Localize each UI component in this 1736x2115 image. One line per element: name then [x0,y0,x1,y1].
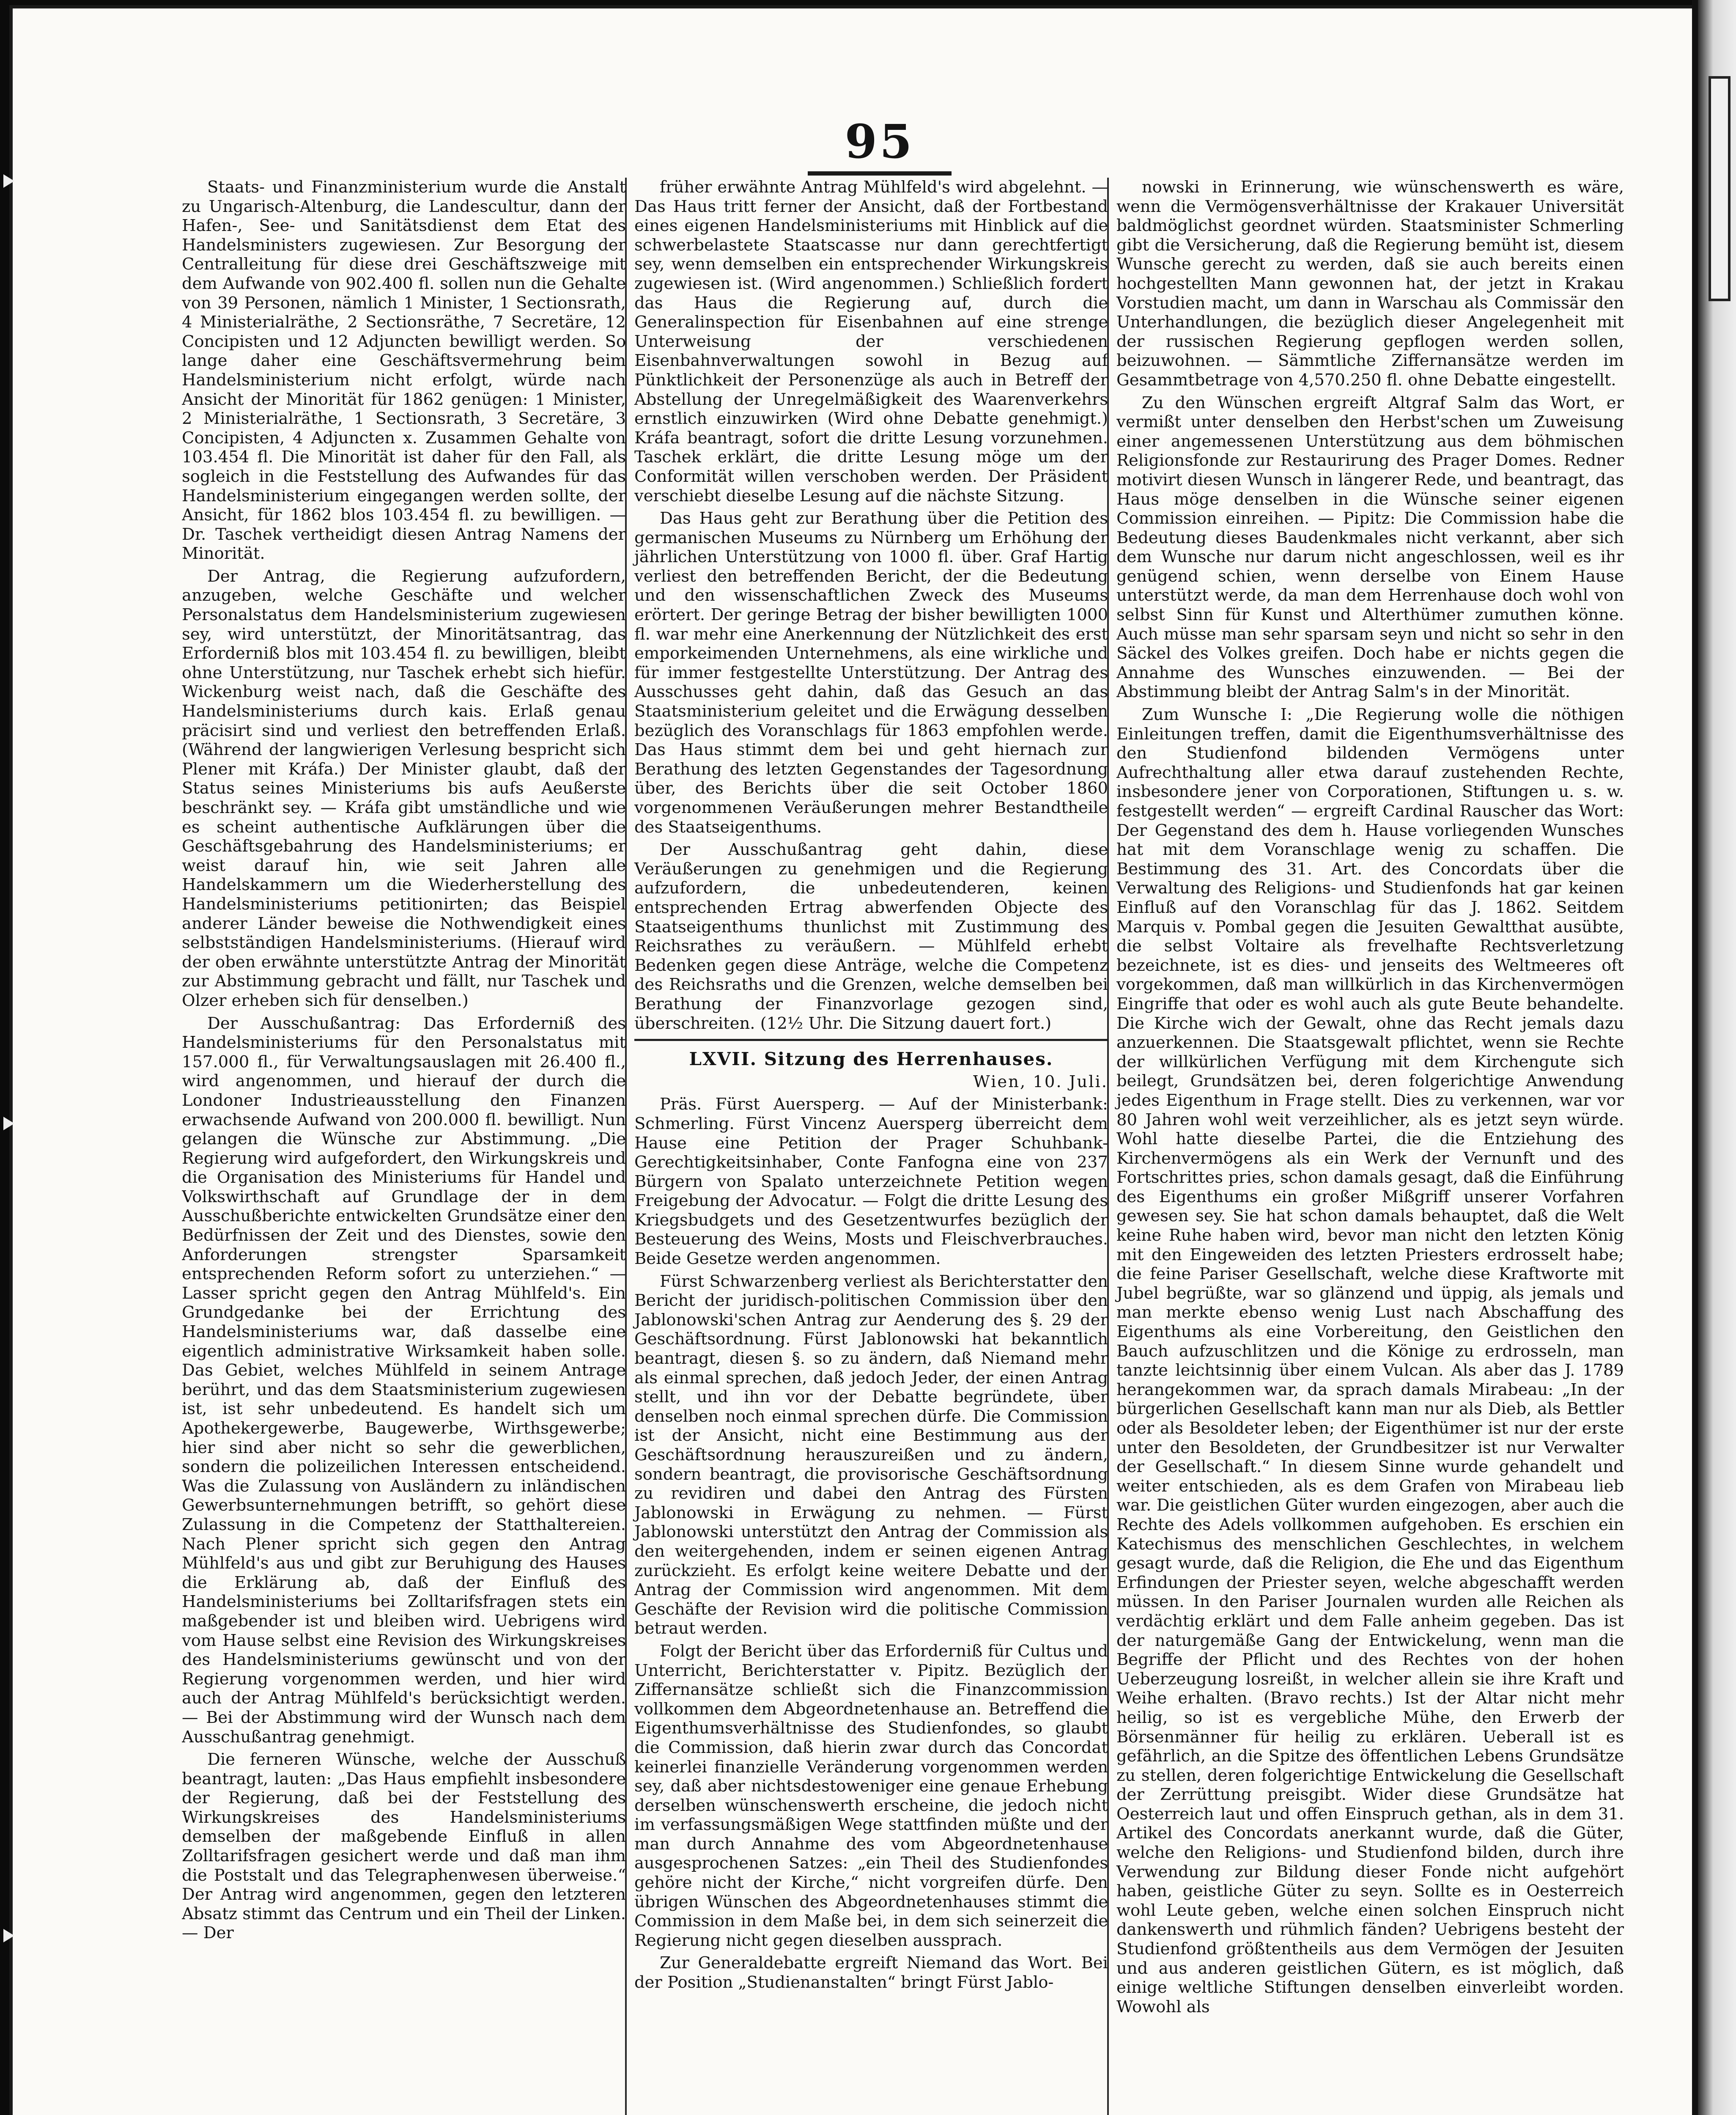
paragraph: früher erwähnte Antrag Mühlfeld's wird abgelehnt. — Das Haus tritt ferner der Ansicht, daß der Fortbestand eines eigenen Handelsministeriums mit Hinblick auf die schwerbelastete Staatscasse nur dann gerechtfertigt sey, wenn demselben ein entsprechender Wirkungskreis zugewiesen ist. (Wird angenommen.) Schließlich fordert das Haus die Regierung auf, durch die Generalinspection für Eisenbahnen auf eine strenge Unterweisung der verschiedenen Eisenbahnverwaltungen sowohl in Bezug auf Pünktlichkeit der Personenzüge als auch in Betreff der Abstellung der Unregelmäßigkeit des Waarenverkehrs ernstlich einzuwirken (Wird ohne Debatte genehmigt.) Kráfa beantragt, sofort die dritte Lesung vorzunehmen. Taschek erklärt, die dritte Lesung möge um der Conformität willen verschoben werden. Der Präsident verschiebt dieselbe Lesung auf die nächste Sitzung. [634,178,1108,505]
paragraph: Der Antrag, die Regierung aufzufordern, anzugeben, welche Geschäfte und welcher Personalstatus dem Handelsministerium zugewiesen sey, wird unterstützt, der Minoritätsantrag, das Erforderniß blos mit 103.454 fl. zu bewilligen, bleibt ohne Unterstützung, nur Taschek erhebt sich hiefür. Wickenburg weist nach, daß die Geschäfte des Handelsministeriums durch kais. Erlaß genau präcisirt sind und verliest den betreffenden Erlaß. (Während der langwierigen Verlesung bespricht sich Plener mit Kráfa.) Der Minister glaubt, daß der Status seines Ministeriums bis aufs Aeußerste beschränkt sey. — Kráfa gibt umständliche und wie es scheint authentische Aufklärungen über die Geschäftsgebahrung des Handelsministeriums; er weist darauf hin, wie seit Jahren alle Handelskammern um die Wiederherstellung des Handelsministeriums petitionirten; das Beispiel anderer Länder beweise die Nothwendigkeit eines selbstständigen Handelsministeriums. (Hierauf wird der oben erwähnte unterstützte Antrag der Minorität zur Abstimmung gebracht und fällt, nur Taschek und Olzer erheben sich für denselben.) [182,566,626,1010]
paragraph: Fürst Schwarzenberg verliest als Berichterstatter den Bericht der juridisch-politischen Commission über den Jablonowski'schen Antrag zur Aenderung des §. 29 der Geschäftsordnung. Fürst Jablonowski hat bekanntlich beantragt, diesen §. so zu ändern, daß Niemand mehr als einmal sprechen, daß jedoch Jeder, der einen Antrag stellt, und ihn vor der Debatte begründete, über denselben noch einmal sprechen dürfe. Die Commission ist der Ansicht, nicht eine Bestimmung aus der Geschäftsordnung herauszureißen und zu ändern, sondern beantragt, die provisorische Geschäftsordnung zu revidiren und dabei den Antrag des Fürsten Jablonowski in Erwägung zu nehmen. — Fürst Jablonowski unterstützt den Antrag der Commission als den weitergehenden, indem er seinen eigenen Antrag zurückzieht. Es erfolgt keine weitere Debatte und der Antrag der Commission wird angenommen. Mit dem Geschäfte der Revision wird die politische Commission betraut werden. [634,1272,1108,1638]
paragraph: Folgt der Bericht über das Erforderniß für Cultus und Unterricht, Berichterstatter v. Pipitz. Bezüglich der Ziffernansätze schließt sich die Finanzcommission vollkommen dem Abgeordnetenhause an. Betreffend die Eigenthumsverhältnisse des Studienfondes, so glaubt die Commission, daß hierin zwar durch das Concordat keinerlei finanzielle Veränderung vorgenommen werden sey, daß aber nichtsdestoweniger eine genaue Erhebung derselben wünschenswerth erscheine, die jedoch nicht im verfassungsmäßigen Wege stattfinden müßte und der man durch Annahme des vom Abgeordnetenhause ausgesprochenen Satzes: „ein Theil des Studienfondes gehöre nicht der Kirche,“ nicht vorgreifen dürfe. Den übrigen Wünschen des Abgeordnetenhauses stimmt die Commission in dem Maße bei, in dem sich seinerzeit die Regierung nicht gegen dieselben aussprach. [634,1641,1108,1950]
page-number-rule [808,171,952,176]
paragraph: nowski in Erinnerung, wie wünschenswerth es wäre, wenn die Vermögensverhältnisse der Krakauer Universität baldmöglichst geordnet würden. Staatsminister Schmerling gibt die Versicherung, daß die Regierung bemüht ist, diesem Wunsche gerecht zu werden, daß sie auch bereits einen hochgestellten Mann gewonnen hat, der jetzt in Krakau Vorstudien macht, um dann in Warschau als Commissär den Unterhandlungen, die bezüglich dieser Angelegenheit mit der russischen Regierung gepflogen werden sollen, beizuwohnen. — Sämmtliche Ziffernansätze werden im Gesammtbetrage von 4,570.250 fl. ohne Debatte eingestellt. [1116,178,1624,390]
scan-edge-strip [1692,0,1736,2115]
section-rule [634,1039,1108,1041]
paragraph: Der Ausschußantrag geht dahin, diese Veräußerungen zu genehmigen und die Regierung aufzufordern, die unbedeutenderen, keinen entsprechenden Ertrag abwerfenden Objecte des Staatseigenthums thunlichst mit Zustimmung des Reichsrathes zu veräußern. — Mühlfeld erhebt Bedenken gegen diese Anträge, welche die Competenz des Reichsraths und die Grenzen, welche demselben bei Berathung der Finanzvorlage gezogen sind, überschreiten. (12½ Uhr. Die Sitzung dauert fort.) [634,840,1108,1033]
margin-arrow-icon [3,1117,14,1130]
dateline: Wien, 10. Juli. [973,1072,1108,1091]
paragraph: Das Haus geht zur Berathung über die Petition des germanischen Museums zu Nürnberg um Erhöhung der jährlichen Unterstützung von 1000 fl. über. Graf Hartig verliest den betreffenden Bericht, der die Bedeutung und den wissenschaftlichen Zweck des Museums erörtert. Der geringe Betrag der bisher bewilligten 1000 fl. war mehr eine Anerkennung der Nützlichkeit des erst emporkeimenden Unternehmens, als eine wirkliche und für immer festgestellte Unterstützung. Der Antrag des Ausschusses geht dahin, daß das Gesuch an das Staatsministerium geleitet und die Erwägung desselben bezüglich des Voranschlags für 1863 empfohlen werde. Das Haus stimmt dem bei und geht hiernach zur Berathung des letzten Gegenstandes der Tagesordnung über, des Berichts über die seit October 1860 vorgenommenen Veräußerungen mehrer Bestandtheile des Staatseigenthums. [634,509,1108,837]
paragraph: Zur Generaldebatte ergreift Niemand das Wort. Bei der Position „Studienanstalten“ bringt Fürst Jablo- [634,1953,1108,1992]
column-2 [626,178,1108,2115]
section-heading: LXVII. Sitzung des Herrenhauses. [689,1049,1053,1070]
paragraph: Präs. Fürst Auersperg. — Auf der Ministerbank: Schmerling. Fürst Vincenz Auersperg überreicht dem Hause eine Petition der Prager Schuhbank-Gerechtigkeitsinhaber, Conte Fanfogna eine von 237 Bürgern von Spalato unterzeichnete Petition wegen Freigebung der Advocatur. — Folgt die dritte Lesung des Kriegsbudgets und des Gesetzentwurfes bezüglich der Besteuerung des Weins, Mosts und Fleischverbrauches. Beide Gesetze werden angenommen. [634,1095,1108,1269]
page-number: 95 [845,114,915,169]
margin-arrow-icon [3,1929,14,1942]
paragraph: Staats- und Finanzministerium wurde die Anstalt zu Ungarisch-Altenburg, die Landescultur, dann der Hafen-, See- und Sanitätsdienst dem Etat des Handelsministers zugewiesen. Zur Besorgung der Centralleitung für diese drei Geschäftszweige mit dem Aufwande von 902.400 fl. sollen nun die Gehalte von 39 Personen, nämlich 1 Minister, 1 Sectionsrath, 4 Ministerialräthe, 2 Sectionsräthe, 7 Secretäre, 12 Concipisten und 12 Adjuncten bewilligt werden. So lange daher eine Geschäftsvermehrung beim Handelsministerium nicht erfolgt, würde nach Ansicht der Minorität für 1862 genügen: 1 Minister, 2 Ministerialräthe, 1 Sectionsrath, 3 Secretäre, 3 Concipisten, 4 Adjuncten x. Zusammen Gehalte von 103.454 fl. Die Minorität ist daher für den Fall, als sogleich in die Feststellung des Aufwandes für das Handelsministerium eingegangen werden sollte, der Ansicht, für 1862 blos 103.454 fl. zu bewilligen. — Dr. Taschek vertheidigt diesen Antrag Namens der Minorität. [182,178,626,563]
column-3 [1108,178,1624,2115]
paragraph: Die ferneren Wünsche, welche der Ausschuß beantragt, lauten: „Das Haus empfiehlt insbesondere der Regierung, daß bei der Feststellung des Wirkungskreises des Handelsministeriums demselben der maßgebende Einfluß in allen Zolltarifsfragen gesichert werde und daß man ihm die Poststalt und das Telegraphenwesen überweise.“ Der Antrag wird angenommen, gegen den letzteren Absatz stimmt das Centrum und ein Theil der Linken. — Der [182,1750,626,1943]
scan-tab-marker [1709,76,1731,301]
paragraph: Zum Wunsche I: „Die Regierung wolle die nöthigen Einleitungen treffen, damit die Eigenthumsverhältnisse des den Studienfond bildenden Vermögens unter Aufrechthaltung aller etwa darauf zustehenden Rechte, insbesondere jener von Corporationen, Stiftungen u. s. w. festgestellt werden“ — ergreift Cardinal Rauscher das Wort: Der Gegenstand des dem h. Hause vorliegenden Wunsches hat mit dem Voranschlage wenig zu schaffen. Die Bestimmung des 31. Art. des Concordats über die Verwaltung des Religions- und Studienfonds hat gar keinen Einfluß auf den Voranschlag für das J. 1862. Seitdem Marquis v. Pombal gegen die Jesuiten Gewaltthat ausübte, die selbst Voltaire als frevelhafte Rechtsverletzung bezeichnete, ist es dies- und jenseits des Weltmeeres oft vorgekommen, daß man willkürlich in das Kirchenvermögen Eingriffe that oder es wohl auch als gute Beute behandelte. Die Kirche wich der Gewalt, ohne das Recht jemals dazu anzuerkennen. Die Staatsgewalt pflichtet, wenn sie Rechte der willkürlichen Verfügung mit dem Kirchengute sich beilegt, Grundsätzen bei, deren folgerichtige Anwendung jedes Eigenthum in Frage stellt. Dies zu verkennen, war vor 80 Jahren wohl weit verzeihlicher, als es jetzt seyn würde. Wohl hatte dieselbe Partei, die die Entziehung des Kirchenvermögens als ein Werk der Vernunft und des Fortschrittes pries, schon damals gesagt, daß die Einführung des Eigenthums ein großer Mißgriff unserer Vorfahren gewesen sey. Sie hat schon damals behauptet, daß die Welt keine Ruhe haben wird, bevor man nicht den letzten König mit den Eingeweiden des letzten Priesters erdrosselt habe; die feine Pariser Gesellschaft, welche diese Kraftworte mit Jubel begrüßte, war so glänzend und üppig, als jemals und man merkte ebenso wenig Lust nach Abschaffung des Eigenthums als eine Vorbereitung, den Geistlichen den Bauch aufzuschlitzen und die Könige zu erdrosseln, man tanzte leichtsinnig über einem Vulcan. Als aber das J. 1789 herangekommen war, da sprach damals Mirabeau: „In der bürgerlichen Gesellschaft kann man nur als Dieb, als Bettler oder als Besoldeter leben; der Eigenthümer ist nur der erste unter den Besoldeten, der Grundbesitzer ist nur Verwalter der Gesellschaft.“ In diesem Sinne wurde gehandelt und weiter entschieden, als es dem Grafen von Mirabeau lieb war. Die geistlichen Güter wurden eingezogen, aber auch die Rechte des Adels vollkommen aufgehoben. Es erschien ein Katechismus des menschlichen Geschlechtes, in welchem gesagt wurde, daß die Religion, die Ehe und das Eigenthum Erfindungen der Priester seyen, welche abgeschafft werden müssen. In den Pariser Journalen wurden alle Reichen als verdächtig erklärt und dem Falle anheim gegeben. Das ist der naturgemäße Gang der Entwickelung, wenn man die Begriffe der Pflicht und des Rechtes von der hohen Ueberzeugung losreißt, in welcher allein sie ihre Kraft und Weihe erhalten. (Bravo rechts.) Ist der Altar nicht mehr heilig, so ist es vergebliche Mühe, den Erwerb der Börsenmänner für heilig zu erklären. Ueberall ist es gefährlich, an die Spitze des öffentlichen Lebens Grundsätze zu stellen, deren folgerichtige Entwickelung die Gesellschaft der Zerrüttung preisgibt. Wider diese Grundsätze hat Oesterreich laut und offen Einspruch gethan, als in dem 31. Artikel des Concordats anerkannt wurde, daß die Güter, welche den Religions- und Studienfond bilden, durch ihre Verwendung zur Bildung dieser Fonde nicht aufgehört haben, geistliche Güter zu seyn. Sollte es in Oesterreich wohl Leute geben, welche einen solchen Einspruch nicht dankenswerth und rühmlich fänden? Uebrigens besteht der Studienfond größtentheils aus dem Vermögen der Jesuiten und aus anderen geistlichen Gütern, es ist möglich, daß einige weltliche Stiftungen denselben einverleibt worden. Wowohl als [1116,705,1624,2016]
paragraph: Der Ausschußantrag: Das Erforderniß des Handelsministeriums für den Personalstatus mit 157.000 fl., für Verwaltungsauslagen mit 26.400 fl., wird angenommen, und hierauf der durch die Londoner Industrieausstellung den Finanzen erwachsende Aufwand von 200.000 fl. bewilligt. Nun gelangen die Wünsche zur Abstimmung. „Die Regierung wird aufgefordert, den Wirkungskreis und die Organisation des Ministeriums für Handel und Volkswirthschaft auf Grundlage der in dem Ausschußberichte entwickelten Grundsätze einer den Bedürfnissen der Zeit und des Dienstes, sowie den Anforderungen strengster Sparsamkeit entsprechenden Reform sofort zu unterziehen.“ — Lasser spricht gegen den Antrag Mühlfeld's. Ein Grundgedanke bei der Errichtung des Handelsministeriums war, daß dasselbe eine eigentlich administrative Wirksamkeit haben solle. Das Gebiet, welches Mühlfeld in seinem Antrage berührt, und das dem Staatsministerium zugewiesen ist, ist sehr unbedeutend. Es handelt sich um Apothekergewerbe, Baugewerbe, Wirthsgewerbe; hier sind aber nicht so sehr die gewerblichen, sondern die polizeilichen Interessen entscheidend. Was die Zulassung von Ausländern zu inländischen Gewerbsunternehmungen betrifft, so gehört diese Zulassung in die Competenz der Statthaltereien. Nach Plener spricht sich gegen den Antrag Mühlfeld's aus und gibt zur Beruhigung des Hauses die Erklärung ab, daß der Einfluß des Handelsministeriums bei Zolltarifsfragen stets ein maßgebender ist und bleiben wird. Uebrigens wird vom Hause selbst eine Revision des Wirkungskreises des Handelsministeriums gewünscht und von der Regierung vorgenommen werden, und hier wird auch der Antrag Mühlfeld's berücksichtigt werden. — Bei der Abstimmung wird der Wunsch nach dem Ausschußantrag genehmigt. [182,1014,626,1747]
column-1 [182,178,626,2115]
newspaper-page [13,8,1713,2115]
margin-arrow-icon [3,174,14,188]
paragraph: Zu den Wünschen ergreift Altgraf Salm das Wort, er vermißt unter denselben den Herbst'schen um Zuweisung einer angemessenen Unterstützung aus dem böhmischen Religionsfonde zur Restaurirung des Prager Domes. Redner motivirt diesen Wunsch in längerer Rede, und beantragt, das Haus möge denselben in die Wünsche seiner eigenen Commission einreihen. — Pipitz: Die Commission habe die Bedeutung dieses Baudenkmales nicht verkannt, aber sich dem Wunsche nur darum nicht angeschlossen, weil es ihr genügend schien, wenn derselbe von Einem Hause unterstützt werde, da man dem Herrenhause doch wohl von selbst Sinn für Kunst und Alterthümer zumuthen könne. Auch müsse man sehr sparsam seyn und nicht so sehr in den Säckel des Volkes greifen. Doch habe er nichts gegen die Annahme des Wunsches einzuwenden. — Bei der Abstimmung bleibt der Antrag Salm's in der Minorität. [1116,393,1624,702]
